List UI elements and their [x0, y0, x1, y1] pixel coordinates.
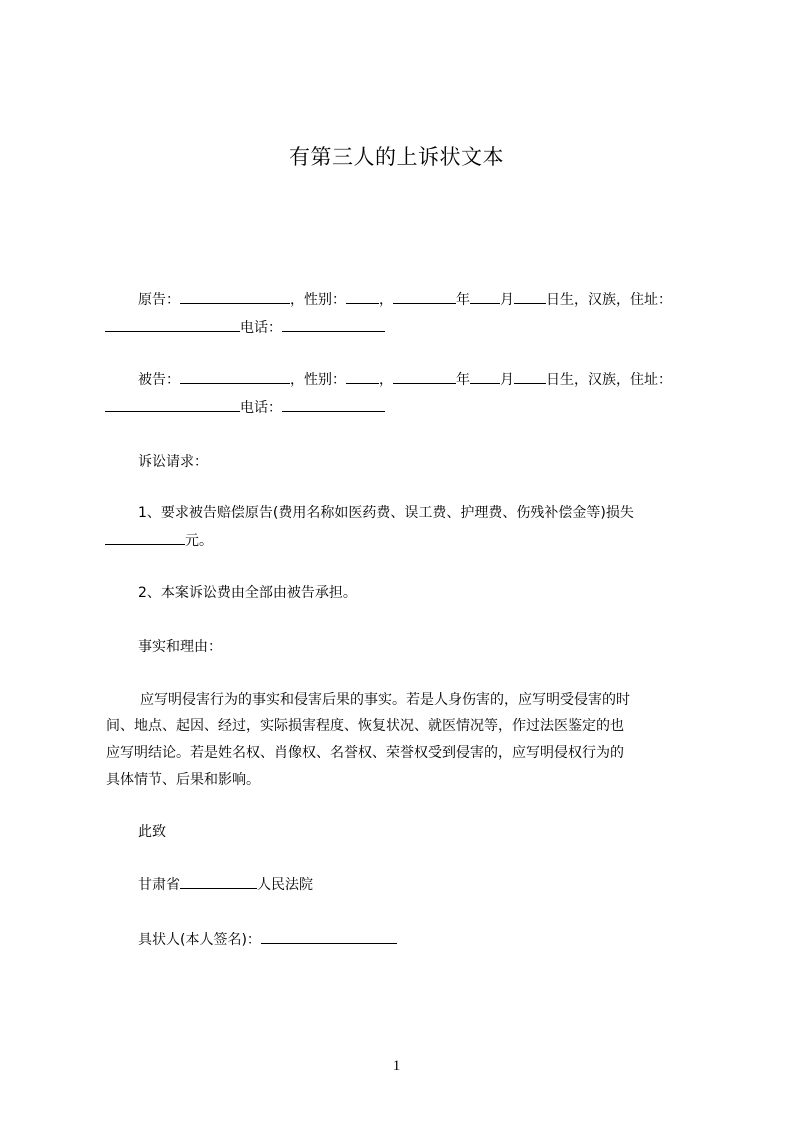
facts-paragraph-line: 应写明侵害行为的事实和侵害后果的事实。若是人身伤害的，应写明受侵害的时 [140, 692, 630, 708]
defendant-line-1 [138, 370, 672, 390]
defendant-birth-suffix: 日生，汉族，住址： [546, 372, 672, 388]
plaintiff-day-blank [514, 302, 546, 304]
document-title: 有第三人的上诉状文本 [289, 145, 504, 169]
defendant-line-2 [105, 398, 385, 418]
facts-paragraph-line: 应写明结论。若是姓名权、肖像权、名誉权、荣誉权受到侵害的，应写明侵权行为的 [106, 745, 624, 761]
claims-heading: 诉讼请求： [138, 454, 208, 470]
facts-paragraph-line: 间、地点、起因、经过，实际损害程度、恢复状况、就医情况等，作过法医鉴定的也 [106, 718, 624, 734]
defendant-gender-blank [346, 382, 379, 384]
defendant-name-blank [180, 382, 290, 384]
signature-label: 具状人(本人签名)： [138, 932, 261, 948]
claim-item-1-continuation [105, 531, 213, 551]
plaintiff-line-1 [138, 290, 672, 310]
defendant-gender-label: ，性别： [290, 372, 346, 388]
signature-blank [261, 942, 397, 944]
facts-paragraph-line: 具体情节、后果和影响。 [106, 772, 260, 788]
page-number: 1 [392, 1058, 401, 1074]
facts-heading: 事实和理由： [138, 639, 222, 655]
plaintiff-gender-label: ，性别： [290, 292, 346, 308]
plaintiff-gender-blank [346, 302, 379, 304]
plaintiff-phone-label: 电话： [240, 320, 282, 336]
plaintiff-line-2 [105, 318, 385, 338]
defendant-phone-label: 电话： [240, 400, 282, 416]
claim-item-2: 2、本案诉讼费由全部由被告承担。 [138, 585, 357, 601]
defendant-year-label: 年 [456, 372, 470, 388]
defendant-month-label: 月 [500, 372, 514, 388]
plaintiff-month-blank [470, 302, 500, 304]
court-line [138, 875, 313, 895]
claim-item-1: 1、要求被告赔偿原告(费用名称如医药费、误工费、护理费、伤残补偿金等)损失 [138, 505, 634, 521]
defendant-day-blank [514, 382, 546, 384]
court-name-blank [180, 887, 257, 889]
plaintiff-address-blank [105, 330, 240, 332]
signature-line [138, 930, 397, 950]
salutation: 此致 [138, 824, 166, 840]
plaintiff-month-label: 月 [500, 292, 514, 308]
plaintiff-year-label: 年 [456, 292, 470, 308]
plaintiff-name-blank [180, 302, 290, 304]
court-prefix: 甘肃省 [138, 877, 180, 893]
plaintiff-phone-blank [282, 330, 385, 332]
defendant-month-blank [470, 382, 500, 384]
claim-item-1-suffix: 元。 [185, 533, 213, 549]
claim-amount-blank [105, 543, 185, 545]
defendant-address-blank [105, 410, 240, 412]
plaintiff-comma: ， [379, 292, 393, 308]
plaintiff-label: 原告： [138, 292, 180, 308]
plaintiff-birth-suffix: 日生，汉族，住址： [546, 292, 672, 308]
defendant-label: 被告： [138, 372, 180, 388]
defendant-comma: ， [379, 372, 393, 388]
plaintiff-year-blank [393, 302, 456, 304]
defendant-phone-blank [282, 410, 385, 412]
court-suffix: 人民法院 [257, 877, 313, 893]
defendant-year-blank [393, 382, 456, 384]
